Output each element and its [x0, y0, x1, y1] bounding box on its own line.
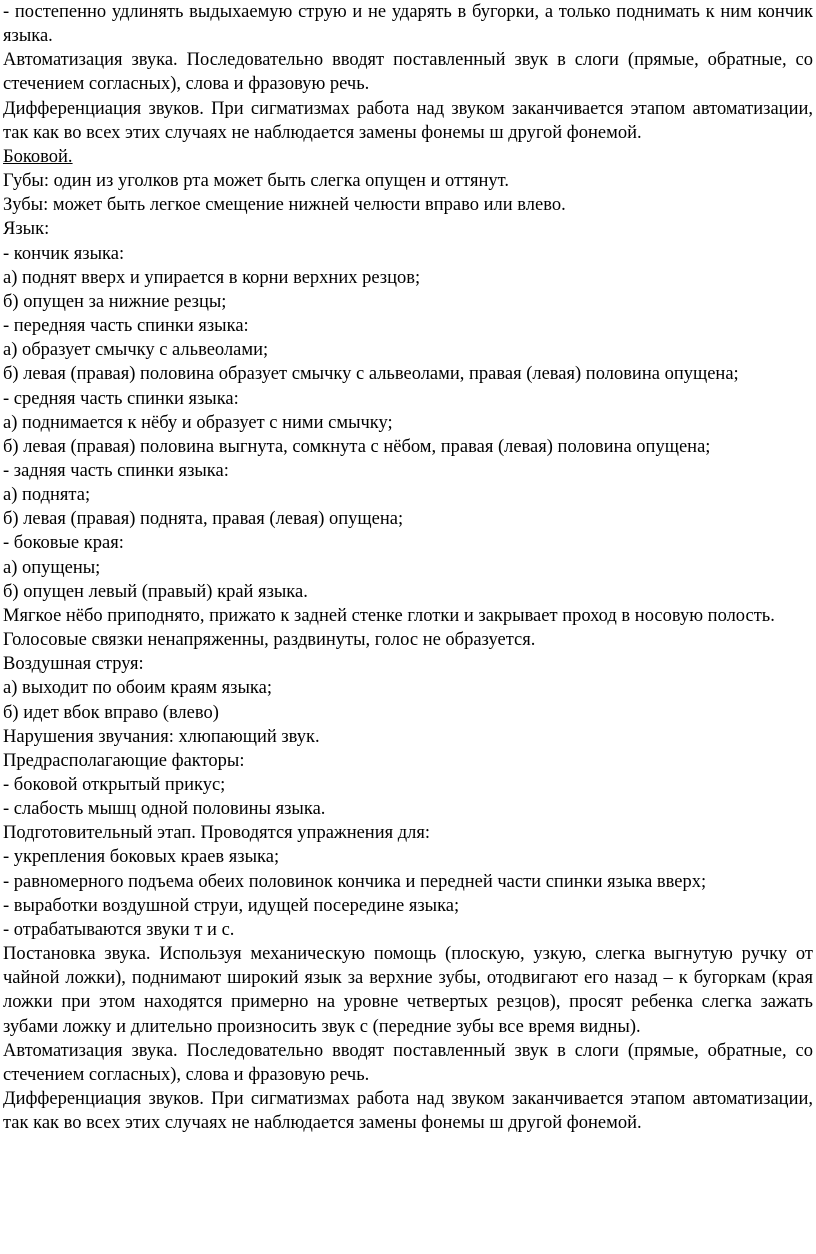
list-item: а) опущены;	[3, 557, 101, 578]
text-paragraph: Автоматизация звука. Последовательно вводят поставленный звук в слоги (прямые, обратные, со стечением согласных), слова и фразовую речь.	[3, 50, 813, 95]
text-paragraph: Губы: один из уголков рта может быть слегка опущен и оттянут.	[3, 171, 509, 192]
list-item: б) левая (правая) половина образует смычку с альвеолами, правая (левая) половина опущена;	[3, 364, 739, 385]
list-item: - средняя часть спинки языка:	[3, 388, 239, 409]
list-item: - передняя часть спинки языка:	[3, 316, 249, 337]
list-item: - задняя часть спинки языка:	[3, 460, 229, 481]
text-paragraph: Дифференциация звуков. При сигматизмах работа над звуком заканчивается этапом автоматизации, так как во всех этих случаях не наблюдается замены фонемы ш другой фонемой.	[3, 98, 813, 143]
list-item: б) опущен левый (правый) край языка.	[3, 581, 308, 602]
list-item: а) поднимается к нёбу и образует с ними смычку;	[3, 412, 393, 433]
text-paragraph: Предрасполагающие факторы:	[3, 750, 245, 771]
text-paragraph: Голосовые связки ненапряженны, раздвинуты, голос не образуется.	[3, 630, 536, 651]
list-item: а) образует смычку с альвеолами;	[3, 340, 269, 361]
list-item: а) выходит по обоим краям языка;	[3, 678, 272, 699]
list-item: - кончик языка:	[3, 243, 125, 264]
section-heading: Боковой.	[3, 146, 73, 167]
list-item: - выработки воздушной струи, идущей посередине языка;	[3, 895, 460, 916]
text-paragraph: Зубы: может быть легкое смещение нижней челюсти вправо или влево.	[3, 195, 566, 216]
list-item: б) левая (правая) поднята, правая (левая) опущена;	[3, 509, 404, 530]
list-item: - боковые края:	[3, 533, 124, 554]
text-paragraph: Нарушения звучания: хлюпающий звук.	[3, 726, 320, 747]
text-paragraph: Язык:	[3, 219, 50, 240]
list-item: б) идет вбок вправо (влево)	[3, 702, 219, 723]
list-item: - укрепления боковых краев языка;	[3, 847, 280, 868]
list-item: а) поднята;	[3, 485, 91, 506]
list-item: - боковой открытый прикус;	[3, 775, 226, 795]
text-paragraph: Постановка звука. Используя механическую помощь (плоскую, узкую, слегка выгнутую ручку от чайной ложки), поднимают широкий язык за верхние зубы, отодвигают его назад – к бугоркам (края ложки при этом находятся примерно на уровне четвертых резцов), просят ребенка слегка зажать зубами ложку и длительно произносить звук с (передние зубы все время видны).	[3, 944, 813, 1037]
list-item: а) поднят вверх и упирается в корни верхних резцов;	[3, 267, 421, 288]
text-paragraph: Автоматизация звука. Последовательно вводят поставленный звук в слоги (прямые, обратные, со стечением согласных), слова и фразовую речь.	[3, 1040, 813, 1085]
text-paragraph: Подготовительный этап. Проводятся упражнения для:	[3, 823, 431, 844]
text-paragraph: Дифференциация звуков. При сигматизмах работа над звуком заканчивается этапом автоматизации, так как во всех этих случаях не наблюдается замены фонемы ш другой фонемой.	[3, 1089, 813, 1134]
list-item: - слабость мышц одной половины языка.	[3, 799, 326, 820]
text-paragraph: - постепенно удлинять выдыхаемую струю и не ударять в бугорки, а только поднимать к ним кончик языка.	[3, 2, 813, 47]
list-item: - равномерного подъема обеих половинок кончика и передней части спинки языка вверх;	[3, 871, 707, 892]
text-paragraph: Мягкое нёбо приподнято, прижато к задней стенке глотки и закрывает проход в носовую полость.	[3, 605, 775, 626]
list-item: - отрабатываются звуки т и с.	[3, 919, 235, 940]
text-paragraph: Воздушная струя:	[3, 654, 144, 675]
list-item: б) опущен за нижние резцы;	[3, 291, 227, 312]
list-item: б) левая (правая) половина выгнута, сомкнута с нёбом, правая (левая) половина опущена;	[3, 436, 711, 457]
